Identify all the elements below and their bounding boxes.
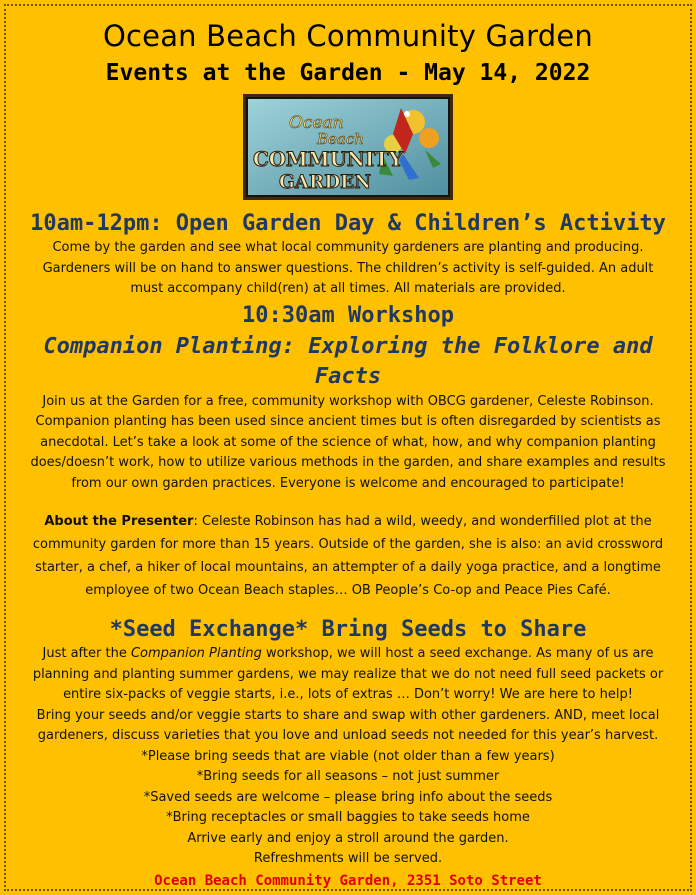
workshop-title-heading: Companion Planting: Exploring the Folklore and Facts xyxy=(43,333,653,389)
presenter-line-3: starter, a chef, a hiker of local mountains, an attempter of a daily yoga practice, and a longtime xyxy=(35,560,661,575)
workshop-line-5: from our own garden practices. Everyone is welcome and encouraged to participate! xyxy=(71,475,625,491)
seed-line-1-italic: Companion Planting xyxy=(130,646,262,661)
logo-word-beach: Beach xyxy=(317,130,364,148)
seed-bullet-2: *Bring seeds for all seasons – not just summer xyxy=(196,769,500,784)
open-garden-heading: 10am-12pm: Open Garden Day & Children’s Activity xyxy=(30,211,666,236)
open-garden-line-2: Gardeners will be on hand to answer questions. The children’s activity is self-guided. An adult xyxy=(42,260,654,276)
seed-line-4: Bring your seeds and/or veggie starts to share and swap with other gardeners. AND, meet local xyxy=(36,707,660,723)
presenter-line-1 xyxy=(12,510,684,533)
logo-word-garden: GARDEN xyxy=(279,171,371,193)
page-title: Ocean Beach Community Garden xyxy=(103,19,593,53)
presenter-line-4: employee of two Ocean Beach staples… OB People’s Co-op and Peace Pies Café. xyxy=(85,583,611,598)
logo-word-ocean: Ocean xyxy=(289,113,344,133)
arrive-early-line: Arrive early and enjoy a stroll around the garden. xyxy=(187,830,509,846)
seed-line-5: gardeners, discuss varieties that you love and unload seeds not needed for this year’s harvest. xyxy=(37,728,659,743)
flyer-content xyxy=(12,18,684,891)
seed-line-1-pre: Just after the xyxy=(42,646,131,661)
seed-bullet-4: *Bring receptacles or small baggies to take seeds home xyxy=(166,810,530,825)
seed-line-1-post: workshop, we will host a seed exchange. As many of us are xyxy=(261,646,654,661)
workshop-line-2: Companion planting has been used since ancient times but is often disregarded by scientists as xyxy=(35,414,661,429)
refreshments-line: Refreshments will be served. xyxy=(253,851,443,866)
presenter-text-1: : Celeste Robinson has had a wild, weedy, and wonderfilled plot at the xyxy=(193,514,652,529)
logo-word-community: COMMUNITY xyxy=(253,147,404,171)
presenter-label: About the Presenter xyxy=(44,514,194,529)
seed-line-3: entire six-packs of veggie starts, i.e., lots of extras … Don’t worry! We are here to help! xyxy=(63,687,633,702)
open-garden-line-3: must accompany child(ren) at all times. All materials are provided. xyxy=(130,281,566,296)
presenter-line-2: community garden for more than 15 years. Outside of the garden, she is also: an avid crossword xyxy=(32,537,664,552)
workshop-time-heading: 10:30am Workshop xyxy=(242,302,454,328)
address-footer: Ocean Beach Community Garden, 2351 Soto Street xyxy=(154,872,542,889)
workshop-line-4: does/doesn’t work, how to utilize various methods in the garden, and share examples and results xyxy=(30,455,666,470)
workshop-line-3: anecdotal. Let’s take a look at some of the science of what, how, and why companion planting xyxy=(40,434,656,450)
logo-graphic xyxy=(243,94,453,200)
garden-logo xyxy=(243,94,453,200)
open-garden-line-1: Come by the garden and see what local community gardeners are planting and producing. xyxy=(52,240,644,255)
seed-bullet-3: *Saved seeds are welcome – please bring info about the seeds xyxy=(143,789,553,805)
seed-line-1 xyxy=(12,644,684,665)
event-date-subtitle: Events at the Garden - May 14, 2022 xyxy=(105,60,591,86)
workshop-line-1: Join us at the Garden for a free, community workshop with OBCG gardener, Celeste Robinson. xyxy=(42,393,654,409)
seed-bullet-1: *Please bring seeds that are viable (not older than a few years) xyxy=(141,748,555,764)
seed-exchange-heading: *Seed Exchange* Bring Seeds to Share xyxy=(109,617,587,642)
seed-line-2: planning and planting summer gardens, we may realize that we do not need full seed packets or xyxy=(32,666,664,682)
